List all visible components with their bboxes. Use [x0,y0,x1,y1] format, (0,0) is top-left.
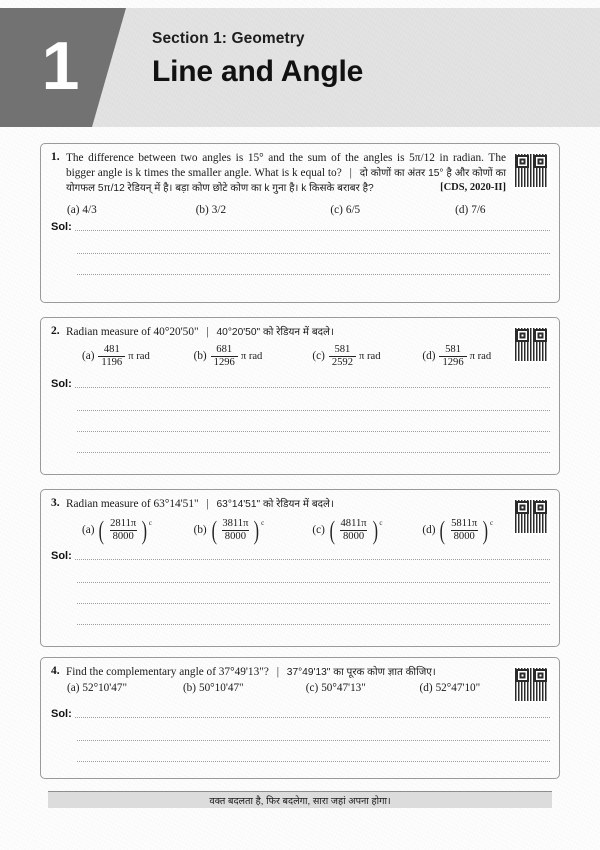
question-text-hi: 63°14'51" को रेडियन में बदले। [216,499,334,510]
option-d-label: (d) [422,524,436,537]
language-separator: | [349,167,352,180]
option-c-label: (c) [305,682,319,695]
option-d-label: (d) [422,350,436,363]
option-a-label: (a) [82,524,95,537]
solution-label: Sol: [51,377,72,390]
question-3-head [51,497,550,543]
header-text-group [152,30,363,89]
question-source: [CDS, 2020-II] [440,182,506,194]
question-text-hi: 40°20'50" को रेडियन में बदले। [216,327,334,338]
solution-write-line[interactable] [77,623,550,625]
solution-first-line [51,222,550,233]
option-c-label: (c) [330,204,343,217]
question-2-head [51,325,550,369]
solution-write-line[interactable] [75,716,550,718]
option-b-expression [210,515,265,545]
fraction-numerator: 3811π [222,518,249,530]
fraction-numerator: 581 [334,344,351,356]
question-statement [66,665,436,680]
section-label: Section 1: Geometry [152,30,305,47]
fraction-denominator: 8000 [451,530,478,543]
question-text-en: Find the complementary angle of 37°49'13"? [66,666,269,678]
left-paren: ( [99,515,105,545]
option-d-label: (d) [419,682,433,695]
solution-write-line[interactable] [77,252,550,254]
fraction-denominator: 1296 [439,356,466,369]
option-a-fraction [107,518,139,543]
left-paren: ( [211,515,217,545]
option-b[interactable] [194,344,313,369]
option-c-expression [328,515,383,545]
right-paren: ) [482,515,489,545]
option-d[interactable] [455,204,550,216]
language-separator: | [206,498,209,510]
solution-write-line[interactable] [77,409,550,411]
solution-area[interactable] [51,551,550,625]
question-text-hi: दो कोणों का अंतर 15° है और कोणों का योगफल 5π/12 रेडियन् में है। बड़ा कोण छोटे कोण का k गुना है। k किसके बराबर है? [66,168,506,195]
question-text-en: Radian measure of 63°14'51" [66,498,199,510]
solution-write-line[interactable] [77,602,550,604]
question-3-options [66,515,506,545]
solution-write-line[interactable] [77,273,550,275]
option-a[interactable] [66,515,194,545]
solution-first-line [51,551,550,562]
option-a-fraction [98,344,125,369]
option-c[interactable] [306,682,420,694]
fraction-denominator: 8000 [110,530,137,543]
option-b-superscript: c [261,519,265,528]
language-separator: | [206,326,209,338]
option-c-value: 50°47'13" [321,682,366,695]
question-box-3 [40,489,560,647]
solution-area[interactable] [51,379,550,453]
question-4-options [51,682,506,694]
question-box-2 [40,317,560,475]
page-title: Line and Angle [152,55,364,88]
option-b[interactable] [196,204,331,216]
option-d[interactable] [420,682,506,694]
fraction-denominator: 8000 [222,530,249,543]
option-b-label: (b) [195,204,209,217]
fraction-numerator: 5811π [451,518,478,530]
option-d-label: (d) [455,204,469,217]
option-a-expression [97,515,153,545]
question-statement [66,497,506,512]
option-d-fraction [448,518,480,543]
question-number: 2. [51,325,60,337]
right-paren: ) [141,515,148,545]
solution-write-line[interactable] [75,558,550,560]
solution-area[interactable] [51,709,550,762]
option-d-superscript: c [489,519,494,528]
option-b-label: (b) [193,350,207,363]
question-text-en: Radian measure of 40°20'50" [66,326,199,338]
question-statement [66,325,506,340]
option-c[interactable] [312,344,422,369]
question-box-4 [40,657,560,779]
solution-first-line [51,709,550,720]
footer-bar [48,791,552,808]
solution-write-line[interactable] [77,739,550,741]
solution-write-line[interactable] [75,229,550,231]
question-number: 1. [51,151,60,163]
question-number: 3. [51,497,60,509]
question-4-head [51,665,550,703]
qr-code-icon[interactable] [513,666,550,703]
option-d-value: 7/6 [471,204,486,217]
option-b-value: 3/2 [211,204,227,217]
option-d[interactable] [422,344,506,369]
right-paren: ) [372,515,378,545]
left-paren: ( [329,515,335,545]
option-c-fraction [329,344,356,369]
option-d-expression [438,515,494,545]
option-a-value: 52°10'47" [82,682,128,695]
fraction-numerator: 2811π [110,518,137,530]
option-a-label: (a) [67,682,80,695]
option-b-value: 50°10'47" [198,682,244,695]
option-c-value: 6/5 [345,204,361,217]
option-c-label: (c) [312,524,325,537]
option-c-label: (c) [312,350,325,363]
option-a[interactable] [51,204,196,216]
option-d-value: 52°47'10" [435,682,481,695]
option-a-superscript: c [148,519,153,528]
language-separator: | [276,666,279,678]
option-a-label: (a) [67,204,80,217]
solution-write-line[interactable] [77,760,550,762]
option-c[interactable] [312,515,422,545]
option-b-fraction [219,518,251,543]
option-b[interactable] [193,515,313,545]
option-b[interactable] [183,682,306,694]
question-number: 4. [51,665,60,677]
question-2-options [66,344,506,369]
option-d-fraction [439,344,466,369]
fraction-numerator: 681 [216,344,233,356]
solution-write-line[interactable] [75,386,550,388]
question-text-en: The difference between two angles is 15° and the sum of the angles is 5π/12 in radian. The bigger angle is k times the smaller angle. What is k equal to? [66,152,506,180]
footer-quote: वक्त बदलता है, फिर बदलेगा, सारा जहां अपना होगा। [209,795,391,807]
option-a-label: (a) [82,350,95,363]
fraction-denominator: 1296 [211,356,238,369]
solution-label: Sol: [51,708,72,720]
right-paren: ) [254,515,260,545]
option-d-unit: π rad [469,350,492,362]
question-text-hi: 37°49'13" का पूरक कोण ज्ञात कीजिए। [286,667,436,678]
option-a-unit: π rad [128,350,150,362]
qr-code-icon[interactable] [513,326,550,363]
qr-code-icon[interactable] [513,152,550,189]
solution-write-line[interactable] [77,430,550,432]
option-b-label: (b) [182,682,196,695]
solution-label: Sol: [51,549,72,562]
question-1-head [51,151,550,196]
chapter-header [0,8,600,127]
question-statement [66,151,506,196]
solution-write-line[interactable] [77,451,550,453]
question-box-1 [40,143,560,303]
left-paren: ( [440,515,446,545]
fraction-denominator: 1196 [98,356,125,369]
solution-label: Sol: [51,221,72,234]
option-a[interactable] [51,682,183,694]
fraction-denominator: 2592 [329,356,356,369]
option-c-superscript: c [379,519,383,528]
question-1-options [51,204,550,216]
qr-code-icon[interactable] [513,498,550,535]
option-a[interactable] [66,344,194,369]
fraction-numerator: 4811π [340,518,367,530]
option-c-fraction [337,518,369,543]
solution-area[interactable] [51,222,550,275]
option-c-unit: π rad [359,350,381,362]
option-a-value: 4/3 [82,204,97,217]
option-b-fraction [211,344,238,369]
solution-first-line [51,379,550,390]
option-b-unit: π rad [240,350,263,362]
solution-write-line[interactable] [77,581,550,583]
fraction-numerator: 581 [445,344,461,356]
chapter-number: 1 [41,27,79,104]
option-d[interactable] [422,515,506,545]
fraction-denominator: 8000 [340,530,367,543]
option-c[interactable] [330,204,455,216]
option-b-label: (b) [193,524,207,537]
fraction-numerator: 481 [103,344,120,356]
